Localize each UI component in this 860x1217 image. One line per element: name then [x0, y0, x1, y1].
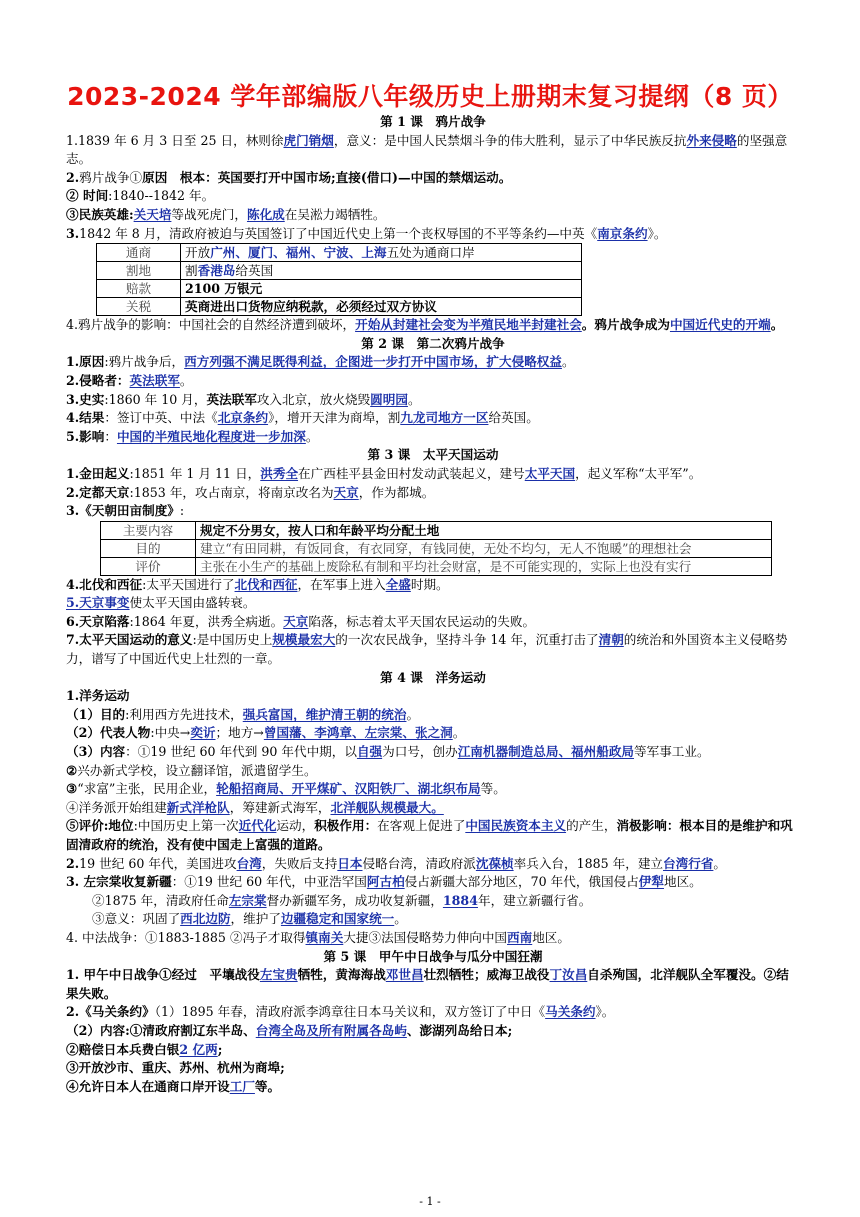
lesson-3-line: 2.定都天京:1853 年，攻占南京，将南京改名为天京，作为都城。 [66, 484, 435, 500]
lesson-3-line: 4.北伐和西征:太平天国进行了北伐和西征，在军事上进入全盛时期。 [66, 576, 449, 592]
lesson-4-line: 2.19 世纪 60 年代，美国进攻台湾，失败后支持日本侵略台湾，清政府派沈葆桢率兵入台，1885 年，建立台湾行省。 [66, 855, 726, 871]
lesson-2-heading: 第 2 课 第二次鸦片战争 [361, 335, 505, 351]
lesson-2-line: 5.影响：中国的半殖民地化程度进一步加深。 [66, 428, 319, 444]
table-row: 目的 建立“有田同耕，有饭同食，有衣同穿，有钱同使，无处不均匀，无人不饱暖”的理想社会 [101, 539, 772, 557]
lesson-4-line: ⑤评价:地位:中国历史上第一次近代化运动，积极作用：在客观上促进了中国民族资本主义的产生，消极影响：根本目的是维护和巩固清政府的统治，没有使中国走上富强的道路。 [66, 818, 793, 852]
lesson-4-line: 4. 中法战争：①1883-1885 ②冯子才取得镇南关大捷③法国侵略势力伸向中国西南地区。 [66, 929, 570, 945]
lesson-2-line: 4.结果：签订中英、中法《北京条约》，增开天津为商埠，割九龙司地方一区给英国。 [66, 410, 539, 426]
lesson-5-line: ④允许日本人在通商口岸开设工厂等。 [66, 1078, 281, 1094]
lesson-3-heading: 第 3 课 太平天国运动 [367, 447, 499, 463]
lesson-5-line: 1. 甲午中日战争①经过 平壤战役左宝贵牺牲，黄海海战邓世昌壮烈牺牲；威海卫战役丁汝昌自杀殉国，北洋舰队全军覆没。②结果失败。 [66, 967, 789, 1001]
lesson-2-line: 2.侵略者：英法联军。 [66, 372, 193, 388]
page-number: - 1 - [419, 1195, 441, 1208]
lesson-4-line: （1）目的:利用西方先进技术，强兵富国，维护清王朝的统治。 [66, 706, 420, 722]
land-system-table [100, 521, 772, 576]
lesson-1-line: ② 时间:1840--1842 年。 [66, 188, 215, 204]
lesson-4-line: ②兴办新式学校，设立翻译馆，派遣留学生。 [66, 762, 317, 778]
lesson-3-line: 6.天京陷落:1864 年夏，洪秀全病逝。天京陷落，标志着太平天国农民运动的失败。 [66, 613, 536, 629]
table-row: 赔款 2100 万银元 [97, 280, 582, 298]
lesson-4-line: ③“求富”主张，民用企业，轮船招商局、开平煤矿、汉阳铁厂、湖北织布局等。 [66, 781, 506, 797]
lesson-4-line: （3）内容：①19 世纪 60 年代到 90 年代中期，以自强为口号，创办江南机器制造总局、福州船政局等军事工业。 [66, 744, 710, 760]
table-row: 关税 英商进出口货物应纳税款，必须经过双方协议 [97, 298, 582, 316]
table-row: 主要内容 规定不分男女，按人口和年龄平均分配土地 [101, 521, 772, 539]
lesson-3-line: 5.天京事变使太平天国由盛转衰。 [66, 595, 256, 611]
lesson-1-line: 3.1842 年 8 月，清政府被迫与英国签订了中国近代史上第一个丧权辱国的不平等条约—中英《南京条约》。 [66, 225, 667, 241]
table-row: 割地 割香港岛给英国 [97, 262, 582, 280]
lesson-4-line: （2）代表人物:中央→奕䜣；地方→曾国藩、李鸿章、左宗棠、张之洞。 [66, 725, 466, 741]
lesson-1-line: 2.鸦片战争①原因 根本：英国要打开中国市场;直接(借口)—中国的禁烟运动。 [66, 169, 512, 185]
lesson-4-line: 1.洋务运动 [66, 688, 130, 704]
lesson-1-line: 4.鸦片战争的影响：中国社会的自然经济遭到破坏，开始从封建社会变为半殖民地半封建社会。鸦片战争成为中国近代史的开端。 [66, 317, 784, 333]
lesson-4-line: ②1875 年，清政府任命左宗棠督办新疆军务，成功收复新疆，1884年，建立新疆行省。 [92, 892, 592, 908]
document-title: 2023-2024 学年部编版八年级历史上册期末复习提纲（8 页） [67, 82, 793, 111]
lesson-1-heading: 第 1 课 鸦片战争 [380, 114, 486, 129]
lesson-1-line: 1.1839 年 6 月 3 日至 25 日，林则徐虎门销烟，意义：是中国人民禁烟斗争的伟大胜利，显示了中华民族反抗外来侵略的坚强意志。 [66, 132, 788, 167]
lesson-4-line: ③意义：巩固了西北边防，维护了边疆稳定和国家统一。 [92, 911, 407, 927]
lesson-4-line: ④洋务派开始组建新式洋枪队，筹建新式海军，北洋舰队规模最大。 [66, 799, 444, 815]
lesson-3-line: 3.《天朝田亩制度》: [66, 503, 185, 519]
lesson-5-heading: 第 5 课 甲午中日战争与瓜分中国狂潮 [323, 948, 543, 964]
lesson-2-line: 1.原因:鸦片战争后，西方列强不满足既得利益，企图进一步打开中国市场，扩大侵略权益。 [66, 354, 575, 370]
table-row: 评价 主张在小生产的基础上废除私有制和平均社会财富，是不可能实现的，实际上也没有实行 [101, 557, 772, 575]
lesson-4-heading: 第 4 课 洋务运动 [380, 669, 486, 685]
document-body [0, 113, 860, 1096]
lesson-2-line: 3.史实:1860 年 10 月，英法联军攻入北京，放火烧毁圆明园。 [66, 391, 421, 407]
lesson-1-line: ③民族英雄:关天培等战死虎门，陈化成在吴淞力竭牺牲。 [66, 206, 386, 222]
lesson-4-line: 3. 左宗棠收复新疆：①19 世纪 60 年代，中亚浩罕国阿古柏侵占新疆大部分地区，70 年代，俄国侵占伊犁地区。 [66, 874, 702, 890]
nanjing-treaty-table [96, 243, 582, 316]
lesson-5-line: 2.《马关条约》（1）1895 年春，清政府派李鸿章往日本马关议和，双方签订了中日《马关条约》。 [66, 1004, 615, 1020]
table-row: 通商 开放广州、厦门、福州、宁波、上海五处为通商口岸 [97, 244, 582, 262]
lesson-5-line: ③开放沙市、重庆、苏州、杭州为商埠; [66, 1060, 285, 1076]
lesson-5-line: （2）内容:①清政府割辽东半岛、台湾全岛及所有附属各岛屿、澎湖列岛给日本; [66, 1022, 513, 1038]
lesson-3-line: 1.金田起义:1851 年 1 月 11 日，洪秀全在广西桂平县金田村发动武装起义，建号太平天国，起义军称“太平军”。 [66, 465, 702, 481]
lesson-5-line: ②赔偿日本兵费白银2 亿两; [66, 1041, 223, 1057]
lesson-3-line: 7.太平天国运动的意义:是中国历史上规模最宏大的一次农民战争，坚持斗争 14 年，沉重打击了清朝的统治和外国资本主义侵略势力，谱写了中国近代史上壮烈的一章。 [66, 632, 788, 667]
